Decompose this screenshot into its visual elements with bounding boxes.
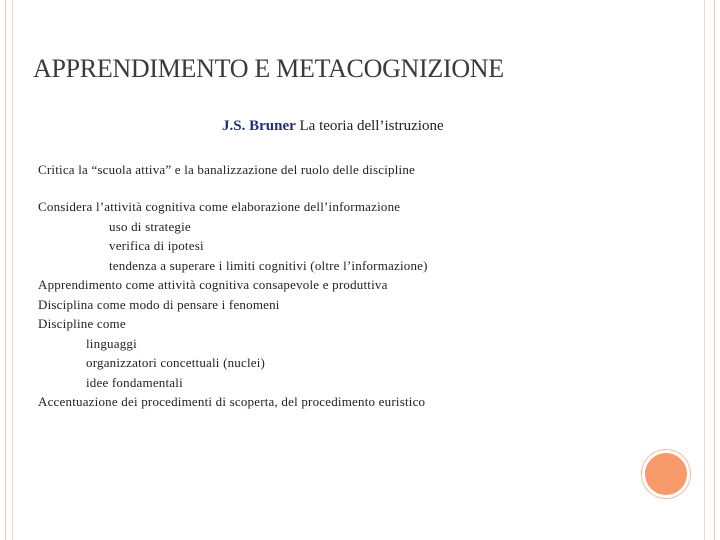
body-line: Considera l’attività cognitiva come elaborazione dell’informazione bbox=[38, 199, 401, 214]
body-line: Apprendimento come attività cognitiva consapevole e produttiva bbox=[38, 277, 388, 292]
body-line: Discipline come bbox=[38, 316, 126, 331]
decorative-circle bbox=[642, 450, 690, 498]
subtitle-author: J.S. Bruner bbox=[222, 118, 296, 134]
body-line: Critica la “scuola attiva” e la banalizzazione del ruolo delle discipline bbox=[38, 162, 415, 177]
slide-subtitle bbox=[222, 118, 444, 135]
body-line: Accentuazione dei procedimenti di scoperta, del procedimento euristico bbox=[38, 394, 426, 409]
body-line-indented: idee fondamentali bbox=[86, 375, 183, 390]
body-line: Disciplina come modo di pensare i fenomeni bbox=[38, 297, 280, 312]
subtitle-text: La teoria dell’istruzione bbox=[295, 118, 444, 134]
body-line-indented: linguaggi bbox=[86, 336, 137, 351]
slide-title: APPRENDIMENTO E METACOGNIZIONE bbox=[33, 54, 504, 83]
body-line-indented: uso di strategie bbox=[109, 219, 191, 234]
body-line-indented: organizzatori concettuali (nuclei) bbox=[86, 355, 266, 370]
body-line-indented: verifica di ipotesi bbox=[109, 238, 204, 253]
body-line-indented: tendenza a superare i limiti cognitivi (oltre l’informazione) bbox=[109, 258, 428, 273]
